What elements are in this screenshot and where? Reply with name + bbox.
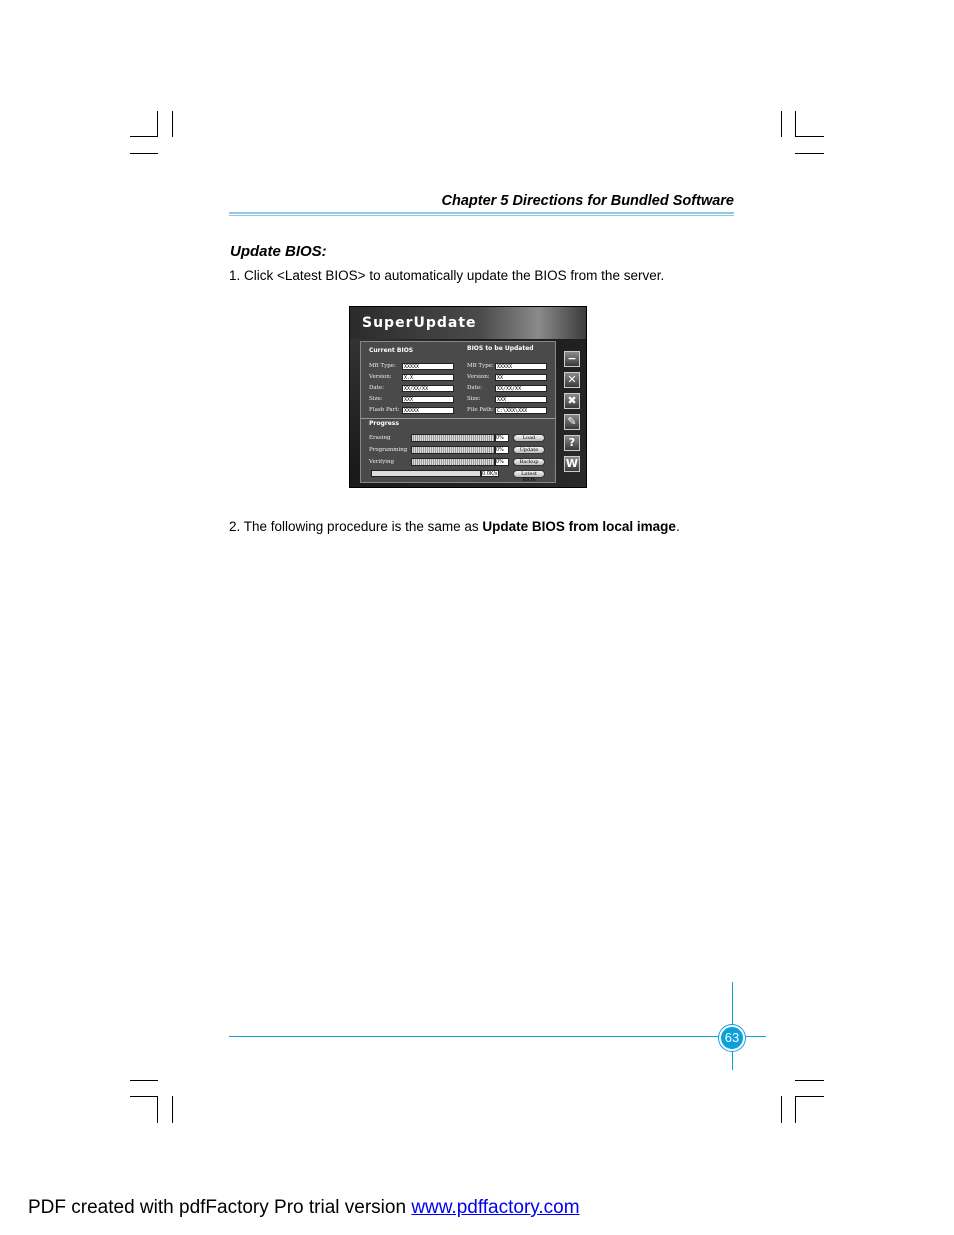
crop-mark bbox=[130, 136, 158, 137]
pen-icon[interactable]: ✎ bbox=[564, 414, 580, 430]
crop-mark bbox=[781, 111, 782, 137]
footer-rule bbox=[229, 1036, 766, 1037]
target-bios-header: BIOS to be Updated bbox=[467, 345, 534, 352]
pdf-creator-text: PDF created with pdfFactory Pro trial version bbox=[28, 1197, 412, 1218]
pdf-creator-note bbox=[28, 1197, 580, 1219]
web-icon[interactable]: W bbox=[565, 457, 579, 470]
target-field-label: Version: bbox=[467, 374, 490, 380]
crop-mark bbox=[157, 1096, 158, 1123]
target-field-label: File Path: bbox=[467, 407, 494, 413]
current-field-label: Version: bbox=[369, 374, 392, 380]
close-icon[interactable]: ✕ bbox=[564, 372, 580, 388]
header-rule bbox=[229, 212, 734, 214]
progress-label: Erasing bbox=[369, 435, 391, 441]
target-field-value: C:\XXX\XXX bbox=[495, 407, 547, 414]
step-2-prefix: 2. The following procedure is the same as bbox=[229, 519, 483, 534]
current-bios-header: Current BIOS bbox=[369, 347, 414, 354]
header-rule bbox=[229, 215, 734, 216]
progress-label: Programming bbox=[369, 447, 408, 453]
target-field-value: XX/XX/XX bbox=[495, 385, 547, 392]
progress-percent: 0% bbox=[495, 458, 509, 466]
step-2-suffix: . bbox=[675, 519, 680, 534]
current-field-value: XXXXX bbox=[402, 363, 454, 370]
programming-progress-bar bbox=[411, 446, 495, 454]
target-field-value: XXX bbox=[495, 396, 547, 403]
progress-percent: 0% bbox=[495, 446, 509, 454]
crop-mark bbox=[172, 1096, 173, 1123]
step-2-text bbox=[229, 519, 680, 534]
target-field-label: Date: bbox=[467, 385, 483, 391]
crop-mark bbox=[130, 1080, 158, 1081]
crop-mark bbox=[157, 111, 158, 137]
current-field-value: X.X bbox=[402, 374, 454, 381]
page-number: 63 bbox=[719, 1025, 745, 1051]
crop-mark bbox=[130, 1096, 158, 1097]
section-title: Update BIOS: bbox=[230, 243, 327, 260]
update-button[interactable]: Update bbox=[513, 446, 545, 454]
target-field-label: MB Type: bbox=[467, 363, 494, 369]
superupdate-window bbox=[349, 306, 587, 488]
target-field-value: XXXXX bbox=[495, 363, 547, 370]
tools-icon[interactable]: ✖ bbox=[564, 393, 580, 409]
help-icon[interactable]: ? bbox=[564, 435, 580, 451]
latest-bios-button[interactable]: Latest BIOS bbox=[513, 470, 545, 478]
progress-label: Verifying bbox=[369, 459, 395, 465]
section-divider bbox=[361, 418, 555, 419]
erasing-progress-bar bbox=[411, 434, 495, 442]
progress-header: Progress bbox=[369, 420, 399, 427]
current-field-label: MB Type: bbox=[369, 363, 396, 369]
current-field-label: Date: bbox=[369, 385, 385, 391]
current-field-value: XX/XX/XX bbox=[402, 385, 454, 392]
current-field-value: XXXXX bbox=[402, 407, 454, 414]
crop-mark bbox=[795, 1080, 824, 1081]
overall-progress-bar bbox=[371, 470, 481, 477]
crop-mark bbox=[795, 153, 824, 154]
load-button[interactable]: Load bbox=[513, 434, 545, 442]
crop-mark bbox=[795, 1096, 824, 1097]
crop-mark bbox=[795, 136, 824, 137]
current-field-label: Size: bbox=[369, 396, 383, 402]
crop-mark bbox=[795, 111, 796, 137]
current-field-value: XXX bbox=[402, 396, 454, 403]
target-field-label: Size: bbox=[467, 396, 481, 402]
crop-mark bbox=[795, 1096, 796, 1123]
step-1-text: 1. Click <Latest BIOS> to automatically update the BIOS from the server. bbox=[229, 268, 665, 283]
app-title: SuperUpdate bbox=[362, 315, 477, 331]
current-field-label: Flash Part: bbox=[369, 407, 400, 413]
progress-percent: 0% bbox=[495, 434, 509, 442]
backup-button[interactable]: Backup bbox=[513, 458, 545, 466]
chapter-heading: Chapter 5 Directions for Bundled Software bbox=[441, 193, 734, 209]
minimize-icon[interactable]: − bbox=[564, 351, 580, 367]
bios-info-panel bbox=[360, 341, 556, 483]
crop-mark bbox=[172, 111, 173, 137]
crop-mark bbox=[781, 1096, 782, 1123]
pdffactory-link[interactable]: www.pdffactory.com bbox=[411, 1197, 580, 1218]
target-field-value: XX bbox=[495, 374, 547, 381]
transfer-rate: 0.0K/s bbox=[482, 471, 498, 477]
crop-mark bbox=[130, 153, 158, 154]
step-2-emphasis: Update BIOS from local image bbox=[482, 519, 676, 534]
verifying-progress-bar bbox=[411, 458, 495, 466]
